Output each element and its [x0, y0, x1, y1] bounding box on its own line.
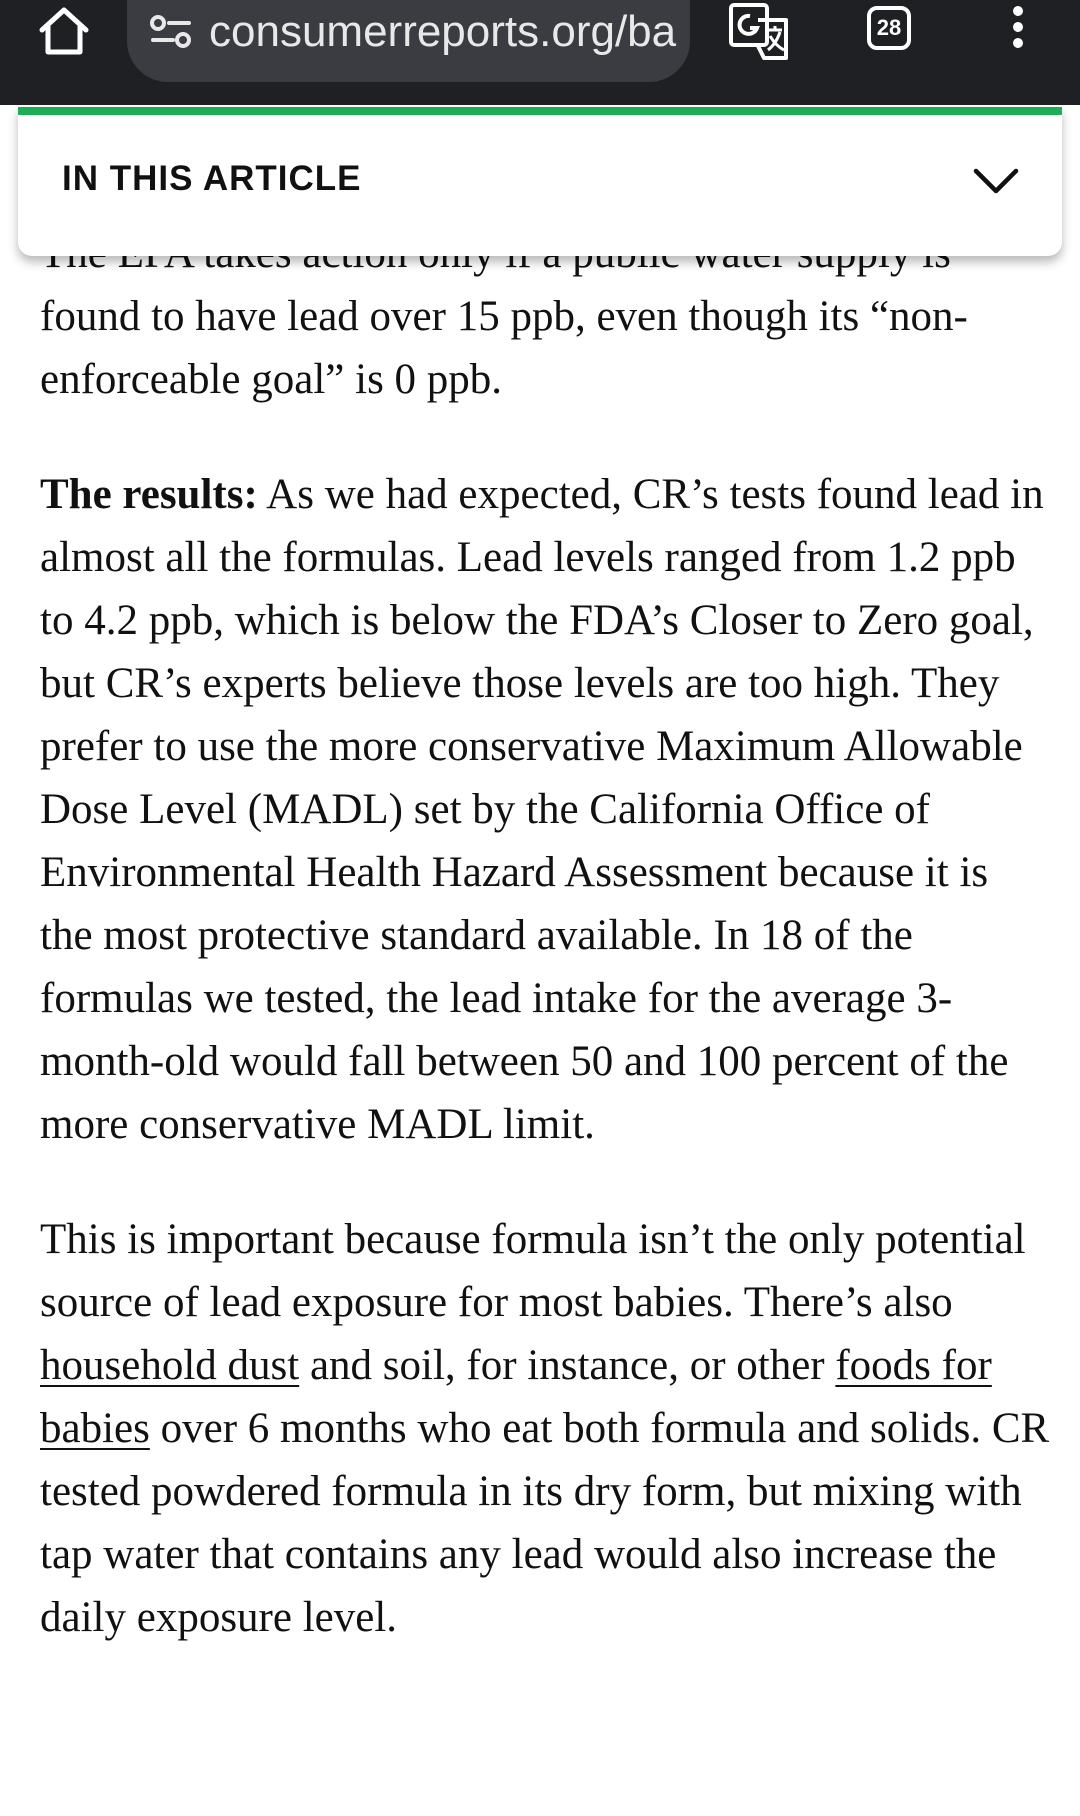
article-body — [40, 222, 1050, 1701]
paragraph-results — [40, 463, 1050, 1156]
more-vert-icon[interactable] — [1000, 4, 1036, 56]
household-dust-link[interactable]: household dust — [40, 1342, 300, 1389]
exposure-text-1: This is important because formula isn’t the only potential source of lead exposure for most babies. There’s also — [40, 1216, 1026, 1326]
exposure-text-3: over 6 months who eat both formula and solids. CR tested powdered formula in its dry form, but mixing with tap water that contains any lead would also increase the daily exposure level. — [40, 1405, 1050, 1641]
tab-switcher-icon[interactable]: 28 — [867, 6, 911, 50]
address-bar[interactable] — [127, 0, 690, 82]
chevron-down-icon[interactable] — [972, 167, 1020, 197]
translate-icon[interactable] — [728, 2, 792, 62]
in-this-article-dropdown[interactable] — [18, 107, 1062, 256]
tune-icon[interactable] — [149, 14, 193, 48]
in-this-article-label: IN THIS ARTICLE — [62, 159, 362, 198]
paragraph-epa-text: found to have lead over 15 ppb, even though its “non-enforceable goal” is 0 ppb. — [40, 293, 968, 403]
exposure-text-2: and soil, for instance, or other — [299, 1342, 836, 1389]
foods-for-babies-link[interactable]: foods for babies — [40, 1342, 992, 1452]
results-lead-in: The results: — [40, 471, 258, 518]
paragraph-exposure — [40, 1208, 1050, 1649]
results-text: As we had expected, CR’s tests found lead in almost all the formulas. Lead levels ranged from 1.2 ppb to 4.2 ppb, which is below the FDA’s Closer to Zero goal, but CR’s experts believe those levels are too high. They prefer to use the more conservative Maximum Allowable Dose Level (MADL) set by the California Office of Environmental Health Hazard Assessment because it is the most protective standard available. In 18 of the formulas we tested, the lead intake for the average 3-month-old would fall between 50 and 100 percent of the more conservative MADL limit. — [40, 471, 1044, 1148]
url-text[interactable]: consumerreports.org/ba — [209, 7, 677, 56]
home-icon[interactable] — [34, 4, 94, 60]
browser-toolbar — [0, 0, 1080, 105]
